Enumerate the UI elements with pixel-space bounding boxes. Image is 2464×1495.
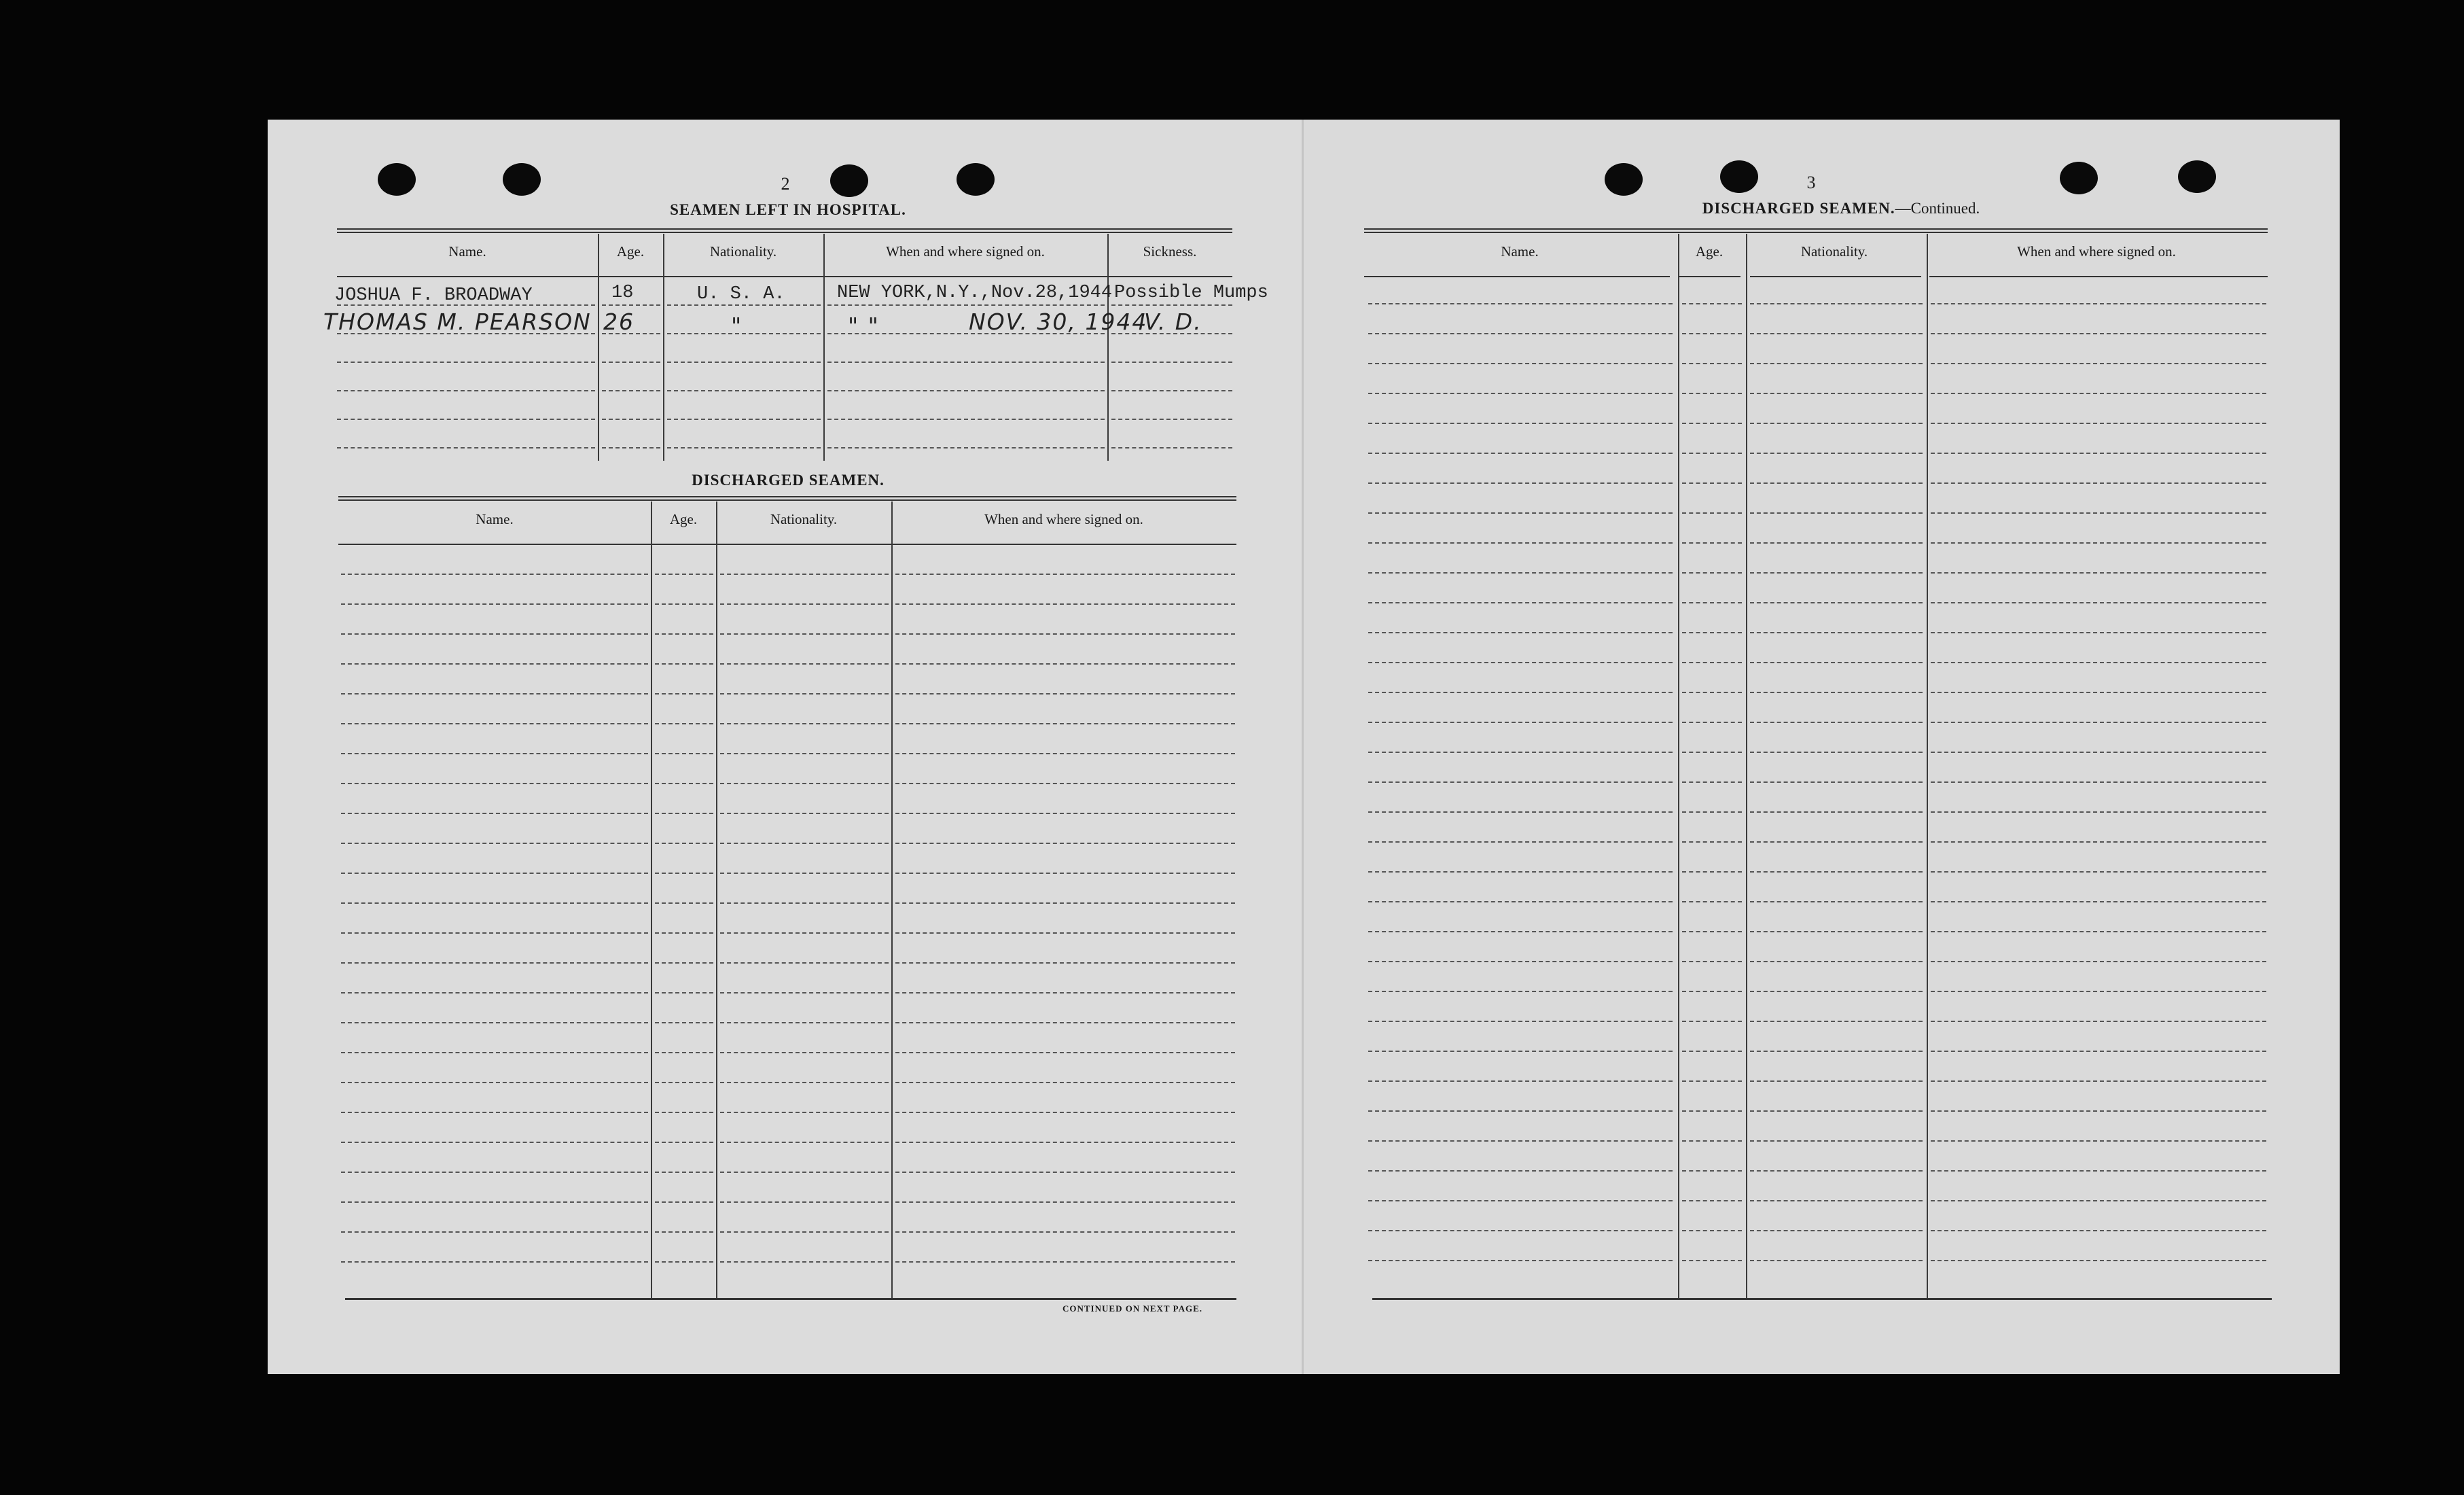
entry-signed-on: NOV. 30, 1944 bbox=[969, 309, 1148, 335]
ruled-line bbox=[1931, 752, 2266, 753]
ruled-line bbox=[1750, 871, 1923, 873]
ruled-line bbox=[720, 1261, 889, 1263]
ruled-line bbox=[1682, 1140, 1742, 1142]
ruled-line bbox=[341, 574, 648, 575]
hospital-table bbox=[323, 228, 1268, 462]
ruled-line bbox=[895, 902, 1235, 904]
ruled-line bbox=[1931, 1140, 2266, 1142]
ruled-line bbox=[1750, 1200, 1923, 1201]
ruled-line bbox=[341, 992, 648, 993]
ruled-line bbox=[895, 1112, 1235, 1113]
col-header-nationality: Nationality. bbox=[709, 243, 777, 260]
ruled-line bbox=[720, 1142, 889, 1143]
ruled-line bbox=[1931, 662, 2266, 663]
ruled-line bbox=[1750, 453, 1923, 454]
ruled-line bbox=[341, 932, 648, 934]
entry-nationality: U. S. A. bbox=[697, 284, 785, 304]
ruled-line bbox=[655, 753, 713, 754]
entry-age: 26 bbox=[603, 309, 635, 335]
ruled-line bbox=[341, 1142, 648, 1143]
ruled-line bbox=[341, 1112, 648, 1113]
ruled-line bbox=[655, 1142, 713, 1143]
ruled-line bbox=[1931, 1110, 2266, 1112]
ruled-line bbox=[720, 902, 889, 904]
ruled-line bbox=[655, 1231, 713, 1233]
ruled-line bbox=[341, 902, 648, 904]
ruled-line bbox=[1931, 1170, 2266, 1172]
ruled-line bbox=[1682, 482, 1742, 484]
ruled-line bbox=[895, 693, 1235, 694]
ruled-line bbox=[1931, 572, 2266, 574]
ruled-line bbox=[720, 873, 889, 874]
ruled-line bbox=[720, 1201, 889, 1203]
punch-hole bbox=[2060, 162, 2098, 194]
ruled-line bbox=[1682, 333, 1742, 334]
ruled-line bbox=[1931, 722, 2266, 723]
ruled-line bbox=[1750, 512, 1923, 514]
ruled-line bbox=[1682, 393, 1742, 394]
ruled-line bbox=[1931, 781, 2266, 783]
ruled-line bbox=[341, 1201, 648, 1203]
ruled-line bbox=[1368, 542, 1673, 544]
punch-hole bbox=[830, 164, 868, 197]
ruled-line bbox=[1931, 1080, 2266, 1082]
col-header-age: Age. bbox=[669, 511, 698, 527]
ruled-line bbox=[1368, 1110, 1673, 1112]
ruled-line bbox=[1931, 961, 2266, 962]
ruled-line bbox=[1682, 453, 1742, 454]
ruled-line bbox=[1368, 363, 1673, 364]
ruled-line bbox=[1682, 662, 1742, 663]
ruled-line bbox=[895, 932, 1235, 934]
ruled-line bbox=[1682, 752, 1742, 753]
ruled-line bbox=[1750, 1260, 1923, 1261]
ruled-line bbox=[1682, 841, 1742, 843]
ruled-line bbox=[1368, 512, 1673, 514]
ruled-line bbox=[1682, 1051, 1742, 1052]
ruled-line bbox=[1368, 752, 1673, 753]
ruled-line bbox=[1750, 991, 1923, 992]
ruled-line bbox=[655, 932, 713, 934]
ruled-line bbox=[655, 1172, 713, 1173]
page-fold bbox=[1302, 120, 1304, 1374]
ruled-line bbox=[1750, 1170, 1923, 1172]
continued-note: CONTINUED ON NEXT PAGE. bbox=[1063, 1303, 1202, 1314]
punch-hole bbox=[2178, 160, 2216, 193]
ruled-line bbox=[895, 1231, 1235, 1233]
ruled-line bbox=[1368, 662, 1673, 663]
ruled-line bbox=[720, 663, 889, 665]
ruled-line bbox=[1368, 423, 1673, 424]
ruled-line bbox=[1368, 781, 1673, 783]
ruled-line bbox=[895, 603, 1235, 605]
ruled-line bbox=[1682, 632, 1742, 633]
ruled-line bbox=[655, 693, 713, 694]
ruled-line bbox=[1750, 752, 1923, 753]
ruled-line bbox=[720, 603, 889, 605]
ruled-line bbox=[1682, 1200, 1742, 1201]
ruled-line bbox=[1931, 871, 2266, 873]
ruled-line bbox=[1368, 722, 1673, 723]
col-header-signed-on: When and where signed on. bbox=[2017, 243, 2176, 260]
ruled-line bbox=[1931, 991, 2266, 992]
entry-sickness: Possible Mumps bbox=[1114, 283, 1268, 303]
ruled-line bbox=[1682, 602, 1742, 603]
ruled-line bbox=[720, 783, 889, 784]
punch-hole bbox=[1605, 163, 1643, 196]
ruled-line bbox=[895, 1172, 1235, 1173]
ruled-line bbox=[1368, 1051, 1673, 1052]
ruled-line bbox=[341, 1052, 648, 1053]
ruled-line bbox=[341, 873, 648, 874]
ruled-line bbox=[1750, 1080, 1923, 1082]
ruled-line bbox=[655, 992, 713, 993]
ruled-line bbox=[1750, 1051, 1923, 1052]
ruled-line bbox=[1750, 662, 1923, 663]
ruled-line bbox=[720, 843, 889, 844]
ruled-line bbox=[1931, 901, 2266, 902]
ruled-line bbox=[341, 723, 648, 724]
discharged-continued-title bbox=[1630, 200, 2052, 217]
ruled-line bbox=[895, 783, 1235, 784]
ruled-line bbox=[341, 1231, 648, 1233]
ruled-line bbox=[1368, 991, 1673, 992]
ruled-line bbox=[1368, 602, 1673, 603]
ruled-line bbox=[1368, 1140, 1673, 1142]
ruled-line bbox=[1931, 453, 2266, 454]
col-header-signed-on: When and where signed on. bbox=[984, 511, 1143, 527]
ruled-line bbox=[1931, 692, 2266, 693]
ruled-line bbox=[720, 1022, 889, 1023]
ruled-line bbox=[1368, 931, 1673, 932]
ruled-line bbox=[1750, 542, 1923, 544]
col-header-name: Name. bbox=[448, 243, 486, 260]
ruled-line bbox=[1931, 333, 2266, 334]
ruled-line bbox=[1931, 393, 2266, 394]
ruled-line bbox=[655, 1112, 713, 1113]
ruled-line bbox=[1750, 333, 1923, 334]
discharged-table-left bbox=[338, 496, 1236, 1302]
ruled-line bbox=[341, 603, 648, 605]
ruled-line bbox=[1682, 991, 1742, 992]
ruled-line bbox=[895, 962, 1235, 964]
ruled-line bbox=[1750, 1021, 1923, 1022]
ruled-line bbox=[720, 932, 889, 934]
ruled-line bbox=[1368, 333, 1673, 334]
ruled-line bbox=[1368, 1170, 1673, 1172]
ruled-line bbox=[895, 1022, 1235, 1023]
ruled-line bbox=[1368, 1021, 1673, 1022]
punch-hole bbox=[378, 163, 416, 196]
ruled-line bbox=[1750, 811, 1923, 813]
ruled-line bbox=[1682, 423, 1742, 424]
ruled-line bbox=[1750, 1230, 1923, 1231]
punch-hole bbox=[503, 163, 541, 196]
ruled-line bbox=[895, 992, 1235, 993]
col-header-age: Age. bbox=[616, 243, 645, 260]
ruled-line bbox=[1750, 632, 1923, 633]
ruled-line bbox=[895, 843, 1235, 844]
col-header-age: Age. bbox=[1695, 243, 1724, 260]
ruled-line bbox=[1682, 1021, 1742, 1022]
entry-nationality: " bbox=[731, 313, 743, 339]
ruled-line bbox=[720, 1112, 889, 1113]
ruled-line bbox=[1931, 811, 2266, 813]
ruled-line bbox=[1368, 572, 1673, 574]
ruled-line bbox=[895, 1052, 1235, 1053]
col-header-nationality: Nationality. bbox=[1800, 243, 1868, 260]
ruled-line bbox=[1750, 722, 1923, 723]
ruled-line bbox=[341, 1172, 648, 1173]
ruled-line bbox=[895, 1142, 1235, 1143]
ruled-line bbox=[1931, 841, 2266, 843]
entry-signed-on-ditto: " " bbox=[848, 313, 880, 339]
ruled-line bbox=[720, 813, 889, 814]
ruled-line bbox=[1750, 1110, 1923, 1112]
ruled-line bbox=[1750, 1140, 1923, 1142]
ruled-line bbox=[655, 902, 713, 904]
ruled-line bbox=[1682, 363, 1742, 364]
page-number: 3 bbox=[1806, 173, 1816, 192]
ruled-line bbox=[720, 1172, 889, 1173]
ruled-line bbox=[341, 1022, 648, 1023]
title-text: DISCHARGED SEAMEN. bbox=[1702, 200, 1895, 217]
ruled-line bbox=[1682, 512, 1742, 514]
ruled-line bbox=[655, 1201, 713, 1203]
ruled-line bbox=[1682, 542, 1742, 544]
ruled-line bbox=[1368, 961, 1673, 962]
ruled-line bbox=[720, 574, 889, 575]
ruled-line bbox=[1368, 393, 1673, 394]
title-suffix: —Continued. bbox=[1895, 200, 1980, 217]
ruled-line bbox=[341, 783, 648, 784]
ruled-line bbox=[1368, 632, 1673, 633]
ruled-line bbox=[1368, 453, 1673, 454]
ruled-line bbox=[1750, 602, 1923, 603]
ruled-line bbox=[1682, 303, 1742, 304]
ruled-line bbox=[1750, 901, 1923, 902]
ruled-line bbox=[720, 1231, 889, 1233]
ruled-line bbox=[1931, 423, 2266, 424]
ruled-line bbox=[895, 753, 1235, 754]
ruled-line bbox=[1750, 393, 1923, 394]
ruled-line bbox=[655, 1022, 713, 1023]
ruled-line bbox=[1682, 572, 1742, 574]
entry-age: 18 bbox=[611, 283, 634, 303]
ruled-line bbox=[655, 873, 713, 874]
ruled-line bbox=[1931, 482, 2266, 484]
ruled-line bbox=[1368, 1260, 1673, 1261]
ruled-line bbox=[895, 1261, 1235, 1263]
ruled-line bbox=[655, 843, 713, 844]
ruled-line bbox=[1931, 632, 2266, 633]
ruled-line bbox=[1682, 871, 1742, 873]
ruled-line bbox=[1750, 781, 1923, 783]
entry-name: THOMAS M. PEARSON bbox=[323, 309, 592, 335]
ruled-line bbox=[1682, 722, 1742, 723]
ruled-line bbox=[1750, 931, 1923, 932]
ruled-line bbox=[341, 693, 648, 694]
ruled-line bbox=[1682, 1170, 1742, 1172]
ruled-line bbox=[655, 663, 713, 665]
ruled-line bbox=[895, 574, 1235, 575]
ruled-line bbox=[1682, 901, 1742, 902]
ruled-line bbox=[1750, 363, 1923, 364]
entry-sickness: V. D. bbox=[1144, 309, 1202, 335]
ruled-line bbox=[1750, 423, 1923, 424]
ruled-line bbox=[1931, 1051, 2266, 1052]
ruled-line bbox=[720, 753, 889, 754]
ruled-line bbox=[720, 633, 889, 635]
ruled-line bbox=[895, 723, 1235, 724]
ruled-line bbox=[655, 813, 713, 814]
ruled-line bbox=[1682, 1080, 1742, 1082]
ruled-line bbox=[1931, 303, 2266, 304]
ruled-line bbox=[655, 1261, 713, 1263]
page-number: 2 bbox=[781, 174, 790, 194]
ruled-line bbox=[1750, 961, 1923, 962]
ruled-line bbox=[1682, 692, 1742, 693]
ruled-line bbox=[1750, 303, 1923, 304]
ruled-line bbox=[341, 962, 648, 964]
col-header-name: Name. bbox=[476, 511, 514, 527]
ruled-line bbox=[341, 633, 648, 635]
ruled-line bbox=[1750, 692, 1923, 693]
ruled-line bbox=[895, 813, 1235, 814]
ruled-line bbox=[1750, 841, 1923, 843]
ruled-line bbox=[895, 663, 1235, 665]
col-header-sickness: Sickness. bbox=[1143, 243, 1197, 260]
discharged-section-title: DISCHARGED SEAMEN. bbox=[692, 472, 885, 489]
ruled-line bbox=[1682, 811, 1742, 813]
ruled-line bbox=[720, 1052, 889, 1053]
ruled-line bbox=[1368, 1200, 1673, 1201]
ruled-line bbox=[1368, 811, 1673, 813]
ruled-line bbox=[1931, 363, 2266, 364]
ruled-line bbox=[1750, 482, 1923, 484]
ruled-line bbox=[720, 962, 889, 964]
ruled-line bbox=[1931, 542, 2266, 544]
ruled-line bbox=[1682, 961, 1742, 962]
ruled-line bbox=[341, 813, 648, 814]
ruled-line bbox=[341, 753, 648, 754]
ruled-line bbox=[1931, 602, 2266, 603]
ruled-line bbox=[720, 1082, 889, 1083]
ruled-line bbox=[1682, 781, 1742, 783]
ruled-line bbox=[341, 1082, 648, 1083]
ruled-line bbox=[655, 603, 713, 605]
ruled-line bbox=[1931, 1021, 2266, 1022]
ruled-line bbox=[1931, 1260, 2266, 1261]
ruled-line bbox=[655, 574, 713, 575]
ruled-line bbox=[1682, 931, 1742, 932]
ruled-line bbox=[341, 663, 648, 665]
ruled-line bbox=[655, 1082, 713, 1083]
ruled-line bbox=[1682, 1110, 1742, 1112]
punch-hole bbox=[957, 163, 995, 196]
ruled-line bbox=[1368, 482, 1673, 484]
ruled-line bbox=[1368, 841, 1673, 843]
col-header-name: Name. bbox=[1501, 243, 1539, 260]
col-header-signed-on: When and where signed on. bbox=[886, 243, 1045, 260]
ruled-line bbox=[1682, 1260, 1742, 1261]
ruled-line bbox=[1368, 303, 1673, 304]
ruled-line bbox=[1750, 572, 1923, 574]
col-header-nationality: Nationality. bbox=[770, 511, 838, 527]
ruled-line bbox=[720, 693, 889, 694]
ruled-line bbox=[1368, 871, 1673, 873]
ruled-line bbox=[1368, 1080, 1673, 1082]
ruled-line bbox=[655, 783, 713, 784]
ruled-line bbox=[655, 1052, 713, 1053]
ruled-line bbox=[1931, 512, 2266, 514]
ruled-line bbox=[720, 992, 889, 993]
ruled-line bbox=[720, 723, 889, 724]
ruled-line bbox=[895, 873, 1235, 874]
ruled-line bbox=[1368, 692, 1673, 693]
discharged-table-right bbox=[1364, 228, 2268, 1301]
ruled-line bbox=[1931, 931, 2266, 932]
ruled-line bbox=[341, 843, 648, 844]
ruled-line bbox=[1682, 1230, 1742, 1231]
ruled-line bbox=[1931, 1230, 2266, 1231]
entry-signed-on: NEW YORK,N.Y.,Nov.28,1944 bbox=[837, 283, 1113, 303]
ruled-line bbox=[1931, 1200, 2266, 1201]
ruled-line bbox=[655, 962, 713, 964]
punch-hole bbox=[1720, 160, 1758, 193]
ruled-line bbox=[655, 633, 713, 635]
ruled-line bbox=[895, 633, 1235, 635]
ruled-line bbox=[1368, 901, 1673, 902]
hospital-section-title: SEAMEN LEFT IN HOSPITAL. bbox=[670, 201, 906, 218]
ruled-line bbox=[895, 1201, 1235, 1203]
ruled-line bbox=[895, 1082, 1235, 1083]
ruled-line bbox=[1368, 1230, 1673, 1231]
ruled-line bbox=[341, 1261, 648, 1263]
ruled-line bbox=[655, 723, 713, 724]
entry-name: JOSHUA F. BROADWAY bbox=[334, 285, 533, 306]
